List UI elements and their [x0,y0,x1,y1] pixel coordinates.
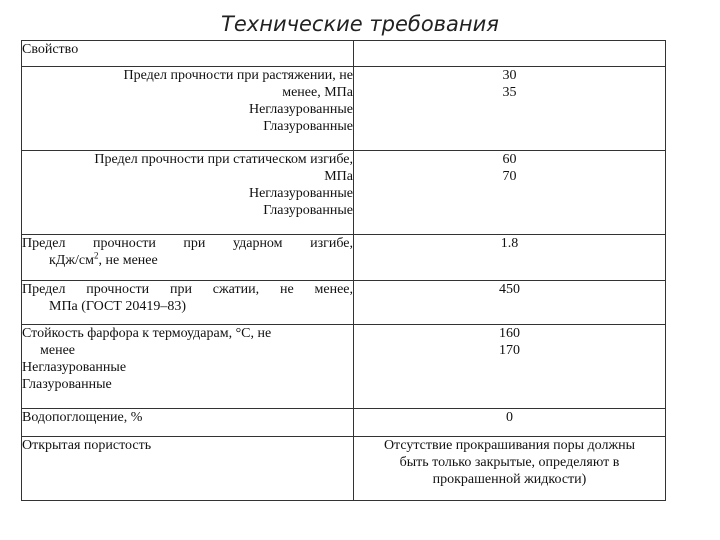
property-cell [22,151,354,235]
value-line: 35 [502,85,517,100]
property-line: менее, МПа [282,85,353,100]
table-row [22,409,666,437]
property-line: МПа [324,169,353,184]
table-row [22,67,666,151]
property-line: Неглазурованные [248,102,353,117]
value-cell [354,151,666,235]
value-line: 70 [502,169,517,184]
value-line: быть только закрытые, определяют в [399,455,620,470]
value-cell [354,235,666,281]
property-line: Открытая пористость [22,438,152,453]
property-line: Глазурованные [263,203,353,218]
value-line: 1.8 [500,236,519,251]
property-cell [22,409,354,437]
requirements-table [21,40,666,501]
property-line: Предел прочности при растяжении, не [123,68,353,83]
unit-exponent: 2 [94,250,99,261]
value-cell [354,409,666,437]
property-line: Стойкость фарфора к термоударам, °С, не [22,326,272,341]
property-line: Глазурованные [263,119,353,134]
value-cell [354,67,666,151]
value-line: 0 [506,410,513,425]
value-line: 30 [502,68,517,83]
value-cell [354,281,666,325]
table-row [22,325,666,409]
header-property-label: Свойство [22,42,79,57]
value-line: Отсутствие прокрашивания поры должны [383,438,636,453]
property-line: Предел прочности при статическом изгибе, [94,152,353,167]
table-header-row [22,41,666,67]
table-row [22,437,666,501]
page-title: Технические требования [221,12,499,36]
property-line: менее [40,343,75,358]
value-line: 170 [499,343,520,358]
unit-suffix: , не менее [98,253,158,268]
unit-text: кДж/см [49,253,94,268]
property-line: Неглазурованные [248,186,353,201]
property-line: Глазурованные [22,377,112,392]
property-cell [22,235,354,281]
property-cell [22,67,354,151]
property-line: Неглазурованные [22,360,127,375]
property-cell [22,281,354,325]
value-line: 450 [499,282,520,297]
property-line: Водопоглощение, % [22,410,143,425]
header-value-cell [354,41,666,67]
property-line: Предел прочности при ударном изгибе, [22,236,353,251]
value-cell [354,437,666,501]
property-cell [22,437,354,501]
table-row [22,235,666,281]
value-line: 60 [502,152,517,167]
table-row [22,281,666,325]
value-cell [354,325,666,409]
value-line: 160 [499,326,520,341]
property-line [22,252,353,269]
header-property-cell [22,41,354,67]
property-cell [22,325,354,409]
property-line: Предел прочности при сжатии, не менее, [22,282,353,297]
property-line: МПа (ГОСТ 20419–83) [49,299,187,314]
table-row [22,151,666,235]
value-line: прокрашенной жидкости) [432,472,587,487]
